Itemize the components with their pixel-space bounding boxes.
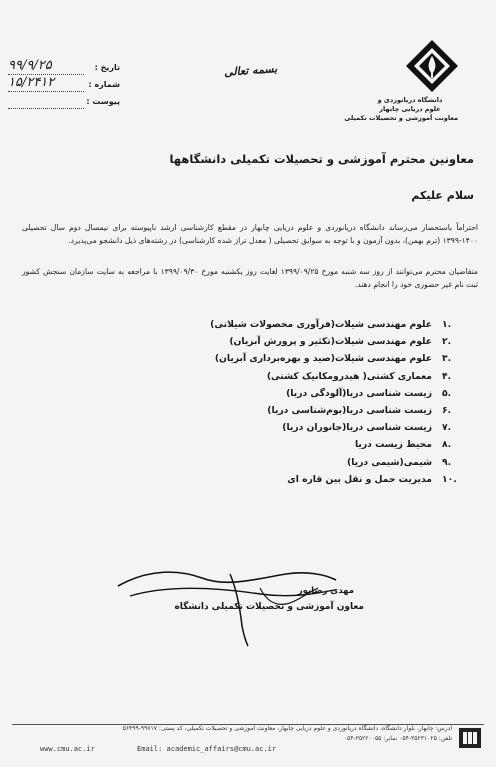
footer-logo-icon [458, 727, 482, 749]
list-item-number: ۱۰. [442, 473, 457, 485]
bismillah: بسمه تعالی [223, 62, 278, 79]
date-value: ۹۹/۹/۲۵ [8, 58, 52, 73]
list-item-label: محیط زیست دریا [354, 439, 432, 451]
number-underline [8, 91, 84, 92]
signatory-name: مهدی رضاپور [297, 586, 354, 596]
list-item [196, 421, 456, 438]
list-item [196, 473, 456, 490]
list-item-label: معماری کشتی( هیدرومکانیک کشتی) [266, 370, 432, 382]
attachment-row [8, 94, 120, 111]
number-row [8, 77, 120, 94]
university-name-line: معاونت آموزشی و تحصیلات تکمیلی [344, 114, 458, 122]
list-item-label: شیمی(شیمی دریا) [347, 456, 432, 468]
university-name [344, 96, 458, 123]
footer-address: آدرس: چابهار، بلوار دانشگاه، دانشگاه دریانوردی و علوم دریایی چابهار، معاونت آموزشی و تحصیلات تکمیلی، کد پستی: ۹۹۷۱۷-۵۶۴۹۹ [122, 725, 452, 732]
list-item-label: زیست شناسی دریا(جانوران دریا) [282, 422, 432, 434]
list-item-label: علوم مهندسی شیلات(فرآوری محصولات شیلاتی) [210, 319, 432, 330]
handwritten-signature [110, 548, 370, 648]
number-label: شماره : [88, 80, 120, 89]
attachment-label: پیوست : [86, 97, 120, 106]
addressee: معاونین محترم آموزشی و تحصیلات تکمیلی دانشگاهها [169, 152, 474, 166]
date-label: تاریخ : [94, 63, 120, 72]
signatory-title: معاون آموزشی و تحصیلات تکمیلی دانشگاه [174, 602, 364, 612]
list-item [196, 370, 456, 387]
list-item-label: علوم مهندسی شیلات(تکثیر و پرورش آبزیان) [229, 336, 432, 348]
list-item-number: ۷. [442, 422, 452, 434]
list-item [196, 352, 456, 369]
list-item-number: ۲. [442, 336, 452, 348]
university-name-line: علوم دریایی چابهار [379, 105, 441, 113]
list-item [196, 318, 456, 335]
list-item-number: ۴. [442, 370, 452, 382]
list-item [196, 456, 456, 473]
number-value: ۱۵/۲۴۱۲ [8, 75, 55, 90]
list-item-number: ۸. [442, 439, 452, 451]
list-item-number: ۶. [442, 404, 452, 416]
body-paragraph: احتراماً باستحضار می‌رساند دانشگاه دریانوردی و علوم دریایی چابهار در مقطع کارشناسی ارشد ناپیوسته برای نیمسال دوم سال تحصیلی ۱۴۰۰-۱۳۹۹ (ترم بهمن)، بدون آزمون و با توجه به سوابق تحصیلی ( معدل تراز شده کارشناسی) در رشته‌های ذیل دانشجو می‌پذیرد. [22, 223, 478, 245]
footer-website-link[interactable]: www.cmu.ac.ir [40, 745, 95, 753]
list-item-label: زیست شناسی دریا(آلودگی دریا) [286, 387, 432, 399]
footer-contact [12, 724, 452, 744]
university-logo-icon [404, 38, 460, 94]
list-item [196, 335, 456, 352]
list-item [196, 438, 456, 455]
list-item [196, 387, 456, 404]
list-item-number: ۱. [442, 319, 452, 330]
salutation: سلام علیکم [411, 189, 474, 202]
footer-phone: تلفن: ۳۵۲۳۱۰۲۵-۰۵۴ نمابر: ۳۵۲۲۰۰۵۵-۰۵۴ [343, 735, 452, 742]
list-item-label: زیست شناسی دریا(بوم‌شناسی دریا) [267, 404, 432, 416]
list-item [196, 404, 456, 421]
list-item-label: مدیریت حمل و نقل بین قاره ای [287, 473, 432, 485]
fields-list [196, 318, 456, 490]
list-item-number: ۳. [442, 353, 452, 365]
body-paragraph: متقاضیان محترم می‌توانند از روز سه شنبه مورخ ۱۳۹۹/۰۹/۲۵ لغایت روز یکشنبه مورخ ۱۳۹۹/۰۹/۳۰ با مراجعه به سایت سازمان سنجش کشور ثبت نام غیر حضوری خود را انجام دهند. [22, 267, 478, 289]
letter-meta [8, 60, 120, 111]
list-item-label: علوم مهندسی شیلات(صید و بهره‌برداری آبزیان) [214, 353, 432, 365]
list-item-number: ۹. [442, 456, 452, 468]
footer-links [40, 745, 314, 753]
footer-email-link[interactable]: Email: academic_affairs@cmu.ac.ir [137, 745, 277, 753]
university-name-line: دانشگاه دریانوردی و [377, 96, 443, 104]
attachment-underline [8, 108, 84, 109]
list-item-number: ۵. [442, 387, 452, 399]
